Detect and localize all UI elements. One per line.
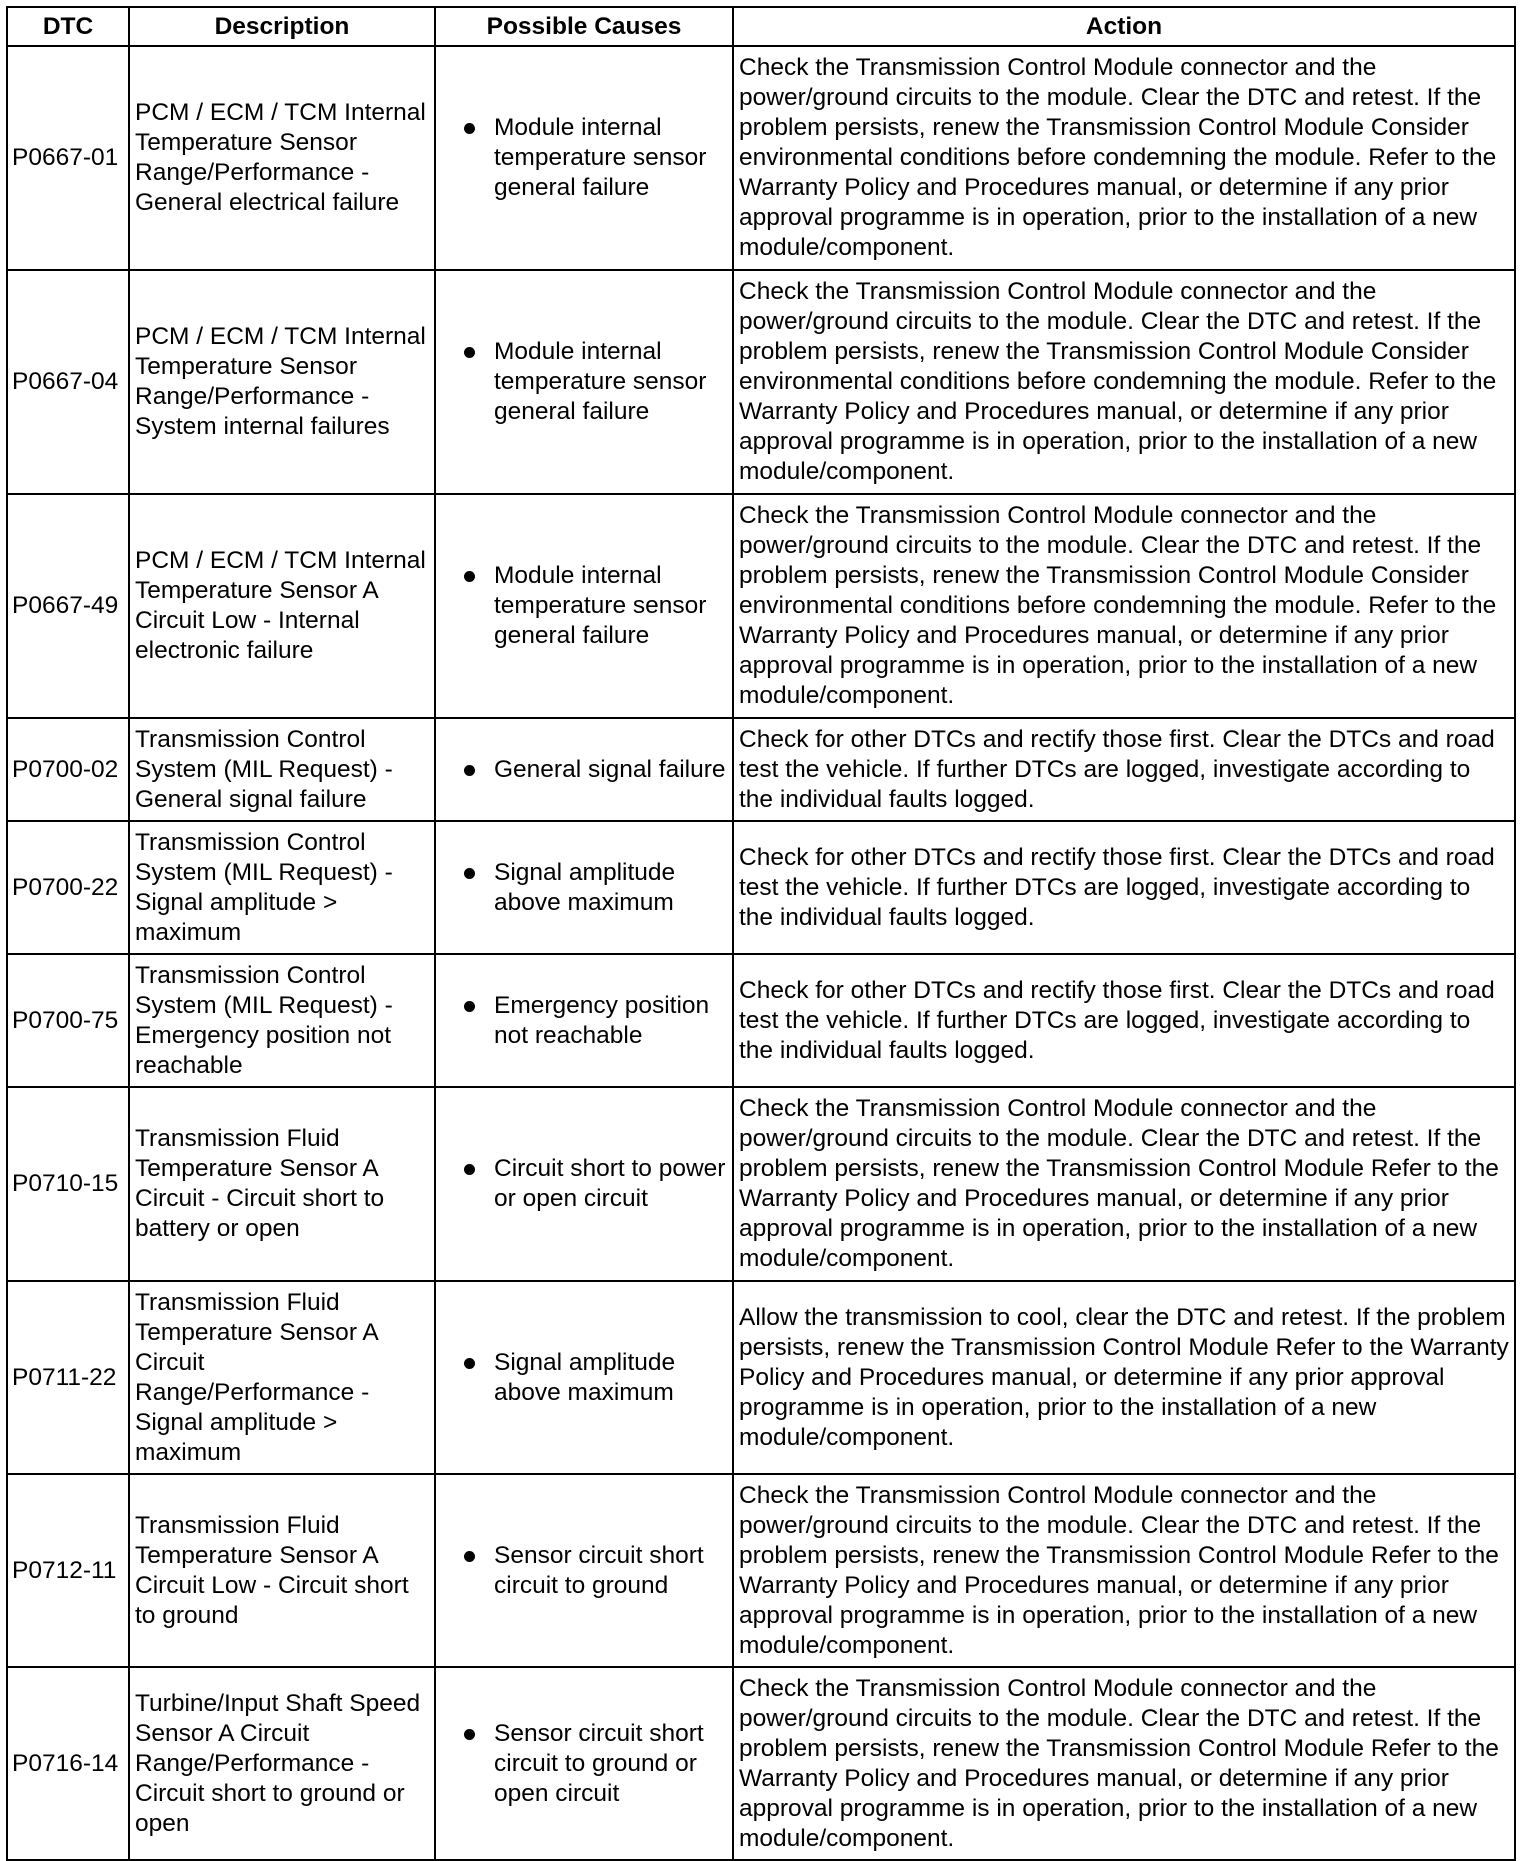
possible-cause	[435, 1281, 733, 1474]
bullet-icon	[464, 571, 475, 582]
cause-text: Circuit short to power or open circuit	[494, 1155, 726, 1212]
dtc-code: P0716-14	[7, 1667, 129, 1860]
table-row	[7, 821, 1515, 954]
possible-cause	[435, 270, 733, 494]
table-row	[7, 1087, 1515, 1281]
bullet-icon	[464, 765, 475, 776]
possible-cause	[435, 1474, 733, 1667]
possible-cause	[435, 954, 733, 1087]
dtc-action: Check the Transmission Control Module connector and the power/ground circuits to the module. Clear the DTC and retest. If the problem persists, renew the Transmission Control Module Consider environmental conditions before condemning the module. Refer to the Warranty Policy and Procedures manual, or determine if any prior approval programme is in operation, prior to the installation of a new module/component.	[733, 494, 1515, 718]
dtc-code: P0700-02	[7, 718, 129, 821]
cause-text: General signal failure	[494, 755, 726, 783]
dtc-table	[6, 6, 1516, 1861]
dtc-code: P0710-15	[7, 1087, 129, 1281]
cause-text: Module internal temperature sensor general failure	[494, 562, 707, 649]
dtc-description: Transmission Control System (MIL Request) - Emergency position not reachable	[129, 954, 435, 1087]
table-row	[7, 494, 1515, 718]
dtc-code: P0667-01	[7, 46, 129, 270]
dtc-code: P0712-11	[7, 1474, 129, 1667]
dtc-code: P0667-04	[7, 270, 129, 494]
header-dtc: DTC	[7, 7, 129, 46]
cause-text: Module internal temperature sensor general failure	[494, 338, 707, 425]
table-row	[7, 1474, 1515, 1667]
table-row	[7, 1281, 1515, 1474]
dtc-description: PCM / ECM / TCM Internal Temperature Sensor Range/Performance - General electrical failure	[129, 46, 435, 270]
cause-text: Module internal temperature sensor general failure	[494, 114, 707, 201]
cause-text: Sensor circuit short circuit to ground	[494, 1541, 704, 1599]
dtc-action: Check the Transmission Control Module connector and the power/ground circuits to the module. Clear the DTC and retest. If the problem persists, renew the Transmission Control Module Consider environmental conditions before condemning the module. Refer to the Warranty Policy and Procedures manual, or determine if any prior approval programme is in operation, prior to the installation of a new module/component.	[733, 46, 1515, 270]
dtc-description: Transmission Control System (MIL Request) - General signal failure	[129, 718, 435, 821]
cause-text: Signal amplitude above maximum	[494, 1348, 676, 1406]
dtc-action: Check for other DTCs and rectify those first. Clear the DTCs and road test the vehicle. If further DTCs are logged, investigate according to the individual faults logged.	[733, 954, 1515, 1087]
table-row	[7, 270, 1515, 494]
dtc-description: Transmission Fluid Temperature Sensor A Circuit - Circuit short to battery or open	[129, 1087, 435, 1281]
possible-cause	[435, 1667, 733, 1860]
dtc-code: P0711-22	[7, 1281, 129, 1474]
table-row	[7, 46, 1515, 270]
bullet-icon	[464, 123, 475, 134]
dtc-action: Check the Transmission Control Module connector and the power/ground circuits to the module. Clear the DTC and retest. If the problem persists, renew the Transmission Control Module Refer to the Warranty Policy and Procedures manual, or determine if any prior approval programme is in operation, prior to the installation of a new module/component.	[733, 1087, 1515, 1281]
dtc-description: Turbine/Input Shaft Speed Sensor A Circuit Range/Performance - Circuit short to ground or open	[129, 1667, 435, 1860]
bullet-icon	[464, 1729, 475, 1740]
dtc-action: Check the Transmission Control Module connector and the power/ground circuits to the module. Clear the DTC and retest. If the problem persists, renew the Transmission Control Module Refer to the Warranty Policy and Procedures manual, or determine if any prior approval programme is in operation, prior to the installation of a new module/component.	[733, 1667, 1515, 1860]
dtc-description: Transmission Fluid Temperature Sensor A Circuit Low - Circuit short to ground	[129, 1474, 435, 1667]
bullet-icon	[464, 1001, 475, 1012]
possible-cause	[435, 494, 733, 718]
bullet-icon	[464, 868, 475, 879]
table-row	[7, 954, 1515, 1087]
bullet-icon	[464, 347, 475, 358]
table-row	[7, 718, 1515, 821]
header-possible-causes: Possible Causes	[435, 7, 733, 46]
bullet-icon	[464, 1551, 475, 1562]
dtc-action: Check for other DTCs and rectify those first. Clear the DTCs and road test the vehicle. If further DTCs are logged, investigate according to the individual faults logged.	[733, 718, 1515, 821]
header-description: Description	[129, 7, 435, 46]
possible-cause	[435, 1087, 733, 1281]
dtc-action: Check the Transmission Control Module connector and the power/ground circuits to the module. Clear the DTC and retest. If the problem persists, renew the Transmission Control Module Refer to the Warranty Policy and Procedures manual, or determine if any prior approval programme is in operation, prior to the installation of a new module/component.	[733, 1474, 1515, 1667]
dtc-code: P0667-49	[7, 494, 129, 718]
header-action: Action	[733, 7, 1515, 46]
dtc-action: Allow the transmission to cool, clear the DTC and retest. If the problem persists, renew the Transmission Control Module Refer to the Warranty Policy and Procedures manual, or determine if any prior approval programme is in operation, prior to the installation of a new module/component.	[733, 1281, 1515, 1474]
dtc-description: Transmission Fluid Temperature Sensor A Circuit Range/Performance - Signal amplitude > maximum	[129, 1281, 435, 1474]
possible-cause	[435, 718, 733, 821]
bullet-icon	[464, 1358, 475, 1369]
dtc-description: PCM / ECM / TCM Internal Temperature Sensor Range/Performance - System internal failures	[129, 270, 435, 494]
dtc-code: P0700-22	[7, 821, 129, 954]
cause-text: Signal amplitude above maximum	[494, 858, 676, 916]
dtc-code: P0700-75	[7, 954, 129, 1087]
cause-text: Emergency position not reachable	[494, 991, 710, 1049]
dtc-description: PCM / ECM / TCM Internal Temperature Sensor A Circuit Low - Internal electronic failure	[129, 494, 435, 718]
dtc-action: Check for other DTCs and rectify those first. Clear the DTCs and road test the vehicle. If further DTCs are logged, investigate according to the individual faults logged.	[733, 821, 1515, 954]
cause-text: Sensor circuit short circuit to ground or open circuit	[494, 1719, 704, 1807]
possible-cause	[435, 46, 733, 270]
table-header-row	[7, 7, 1515, 46]
dtc-action: Check the Transmission Control Module connector and the power/ground circuits to the module. Clear the DTC and retest. If the problem persists, renew the Transmission Control Module Consider environmental conditions before condemning the module. Refer to the Warranty Policy and Procedures manual, or determine if any prior approval programme is in operation, prior to the installation of a new module/component.	[733, 270, 1515, 494]
bullet-icon	[464, 1164, 475, 1175]
dtc-description: Transmission Control System (MIL Request) - Signal amplitude > maximum	[129, 821, 435, 954]
table-row	[7, 1667, 1515, 1860]
possible-cause	[435, 821, 733, 954]
